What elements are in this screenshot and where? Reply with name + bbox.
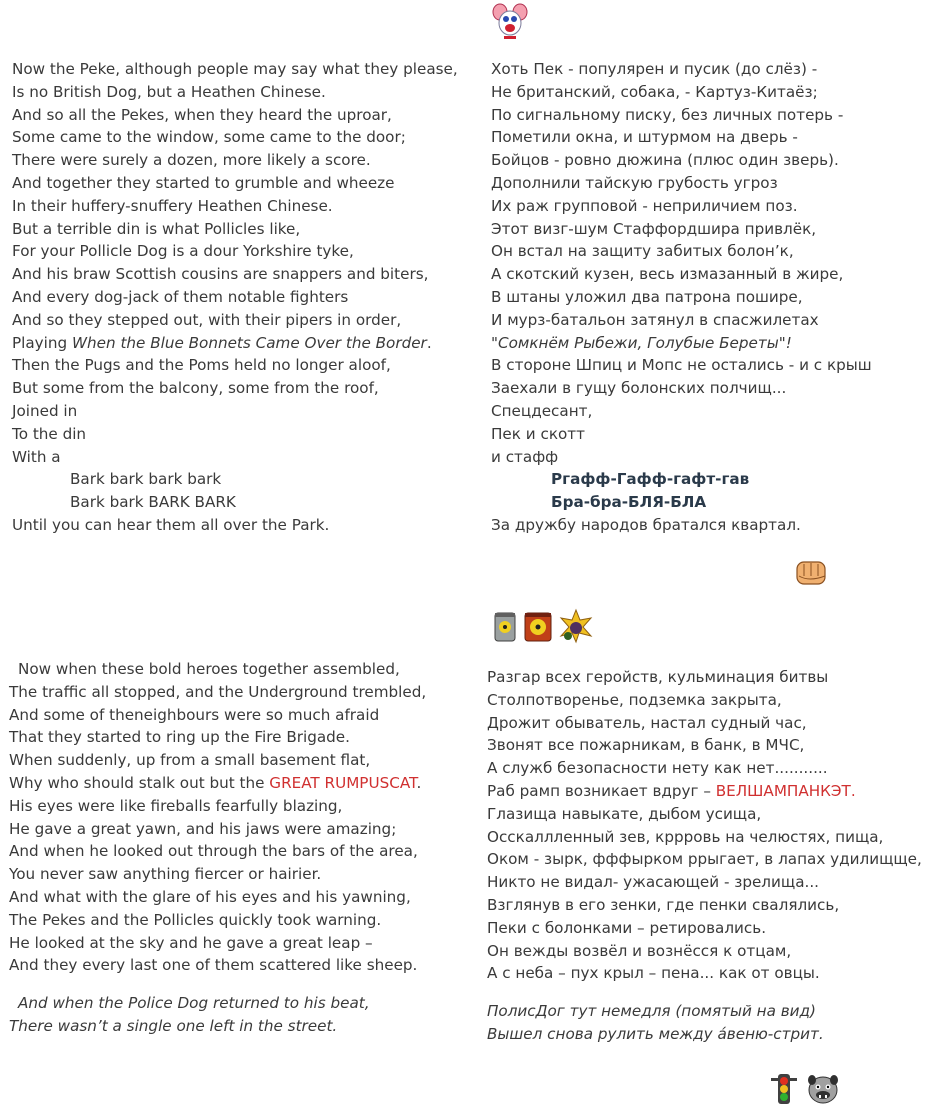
poem-line: In their huffery-snuffery Heathen Chinese. — [12, 196, 333, 215]
poem-line: А служб безопасности нету как нет........... — [487, 759, 828, 778]
poem-line: He gave a great yawn, and his jaws were amazing; — [9, 819, 397, 838]
poem-line: В штаны уложил два патрона пошире, — [491, 287, 803, 306]
first-line: Now when these bold heroes together assembled, — [18, 660, 400, 678]
poem-line: To the din — [12, 424, 87, 443]
poem-line: And every dog-jack of them notable fighters — [12, 287, 349, 306]
poem-line: Осскаллленный зев, кррровь на челюстях, пища, — [487, 827, 884, 846]
poem-line: Бойцов - ровно дюжина (плюс один зверь). — [491, 151, 839, 170]
poem-line: And his braw Scottish cousins are snappers and biters, — [12, 265, 429, 284]
poem-line: And what with the glare of his eyes and his yawning, — [9, 887, 411, 906]
poem-line: And so they stepped out, with their pipers in order, — [12, 310, 402, 329]
poem-line: And they every last one of them scattered like sheep. — [9, 956, 418, 975]
poem-line: и стафф — [491, 447, 559, 466]
poem-line: Столпотворенье, подземка закрыта, — [487, 690, 782, 709]
poem-line: And some of theneighbours were so much afraid — [9, 705, 380, 724]
poem-line: But a terrible din is what Pollicles like, — [12, 219, 301, 238]
poem-line: Заехали в гущу болонских полчищ... — [491, 379, 787, 398]
poem-line: Хоть Пек - популярен и пусик (до слёз) - — [491, 60, 818, 78]
bark-line-ru-2: Бра-бра-БЛЯ-БЛА — [551, 493, 707, 512]
velshampanket: ВЕЛШАМПАНКЭТ. — [715, 781, 856, 800]
poem-line: You never saw anything fiercer or hairier. — [9, 865, 322, 884]
cartoon-mouse-face-icon — [492, 2, 528, 40]
poem-line: Этот визг-шум Стаффордшира привлёк, — [491, 219, 817, 238]
poem-russian-bottom — [487, 666, 922, 1046]
bark-line-ru-1: Ргафф-Гафф-гафт-гав — [551, 470, 750, 489]
poem-line: That they started to ring up the Fire Brigade. — [9, 728, 350, 747]
poem-line: Is no British Dog, but a Heathen Chinese. — [12, 82, 326, 101]
last-line-ru: За дружбу народов братался квартал. — [491, 515, 801, 534]
poem-english-bottom — [9, 658, 426, 1038]
italic-line-ru-1: ПолисДог тут немедля (помятый на вид) — [487, 1002, 816, 1021]
poem-line: По сигнальному писку, без личных потерь - — [491, 105, 844, 124]
traffic-light-icon — [769, 1072, 799, 1108]
poem-line: А с неба – пух крыл – пена... как от овцы. — [487, 964, 820, 983]
bark-line-2: Bark bark BARK BARK — [70, 493, 236, 512]
poem-line: He looked at the sky and he gave a great leap – — [9, 933, 373, 952]
italic-line: "Сомкнём Рыбежи, Голубые Береты"! — [491, 333, 792, 352]
bulldog-icon — [806, 1072, 840, 1106]
poem-line: Взглянув в его зенки, где пенки свалялись, — [487, 895, 840, 914]
poem-line: When suddenly, up from a small basement flat, — [9, 751, 371, 770]
poem-russian-top — [491, 58, 872, 537]
poem-line: Глазища навыкате, дыбом усища, — [487, 804, 762, 823]
poem-line: Joined in — [12, 401, 78, 420]
poem-line: For your Pollicle Dog is a dour Yorkshire tyke, — [12, 242, 354, 261]
poem-line: Он вежды возвёл и вознёсся к отцам, — [487, 941, 792, 960]
poem-line: The traffic all stopped, and the Underground trembled, — [9, 682, 427, 701]
poem-line: Оком - зырк, фффыркoм ррыгает, в лапах удилищще, — [487, 850, 922, 869]
fist-icon — [795, 556, 829, 588]
italic-line-2: There wasn’t a single one left in the street. — [9, 1016, 338, 1035]
poem-english-top — [12, 58, 458, 537]
poem-line: Разгар всех геройств, кульминация битвы — [487, 668, 829, 686]
poem-line: А скотский кузен, весь измазанный в жире, — [491, 265, 844, 284]
poem-line: And when he looked out through the bars of the area, — [9, 842, 418, 861]
rumpuscat-line: Why who should stalk out but the GREAT RUMPUSCAT. — [9, 773, 422, 792]
poem-line: Пометили окна, и штурмом на дверь - — [491, 128, 798, 147]
poem-line: Спецдесант, — [491, 401, 593, 420]
poem-line: With a — [12, 447, 61, 466]
poem-line: Пеки с болонками – ретировались. — [487, 918, 767, 937]
poem-line: И мурз-батальон затянул в спасжилетах — [491, 310, 819, 329]
poem-line: Дополнили тайскую грубость угроз — [491, 173, 778, 192]
poem-line: Звонят все пожарникам, в банк, в МЧС, — [487, 736, 805, 755]
poem-line: Пек и скотт — [491, 424, 585, 443]
great-rumpuscat: GREAT RUMPUSCAT — [269, 773, 417, 792]
poem-line: There were surely a dozen, more likely a score. — [12, 151, 371, 170]
italic-line-1: And when the Police Dog returned to his beat, — [18, 994, 370, 1013]
poem-line: Их раж групповой - неприличием поз. — [491, 196, 798, 215]
radioactive-barrel-icon — [492, 610, 518, 644]
poem-line: В стороне Шпиц и Мопс не остались - и с крыш — [491, 356, 872, 375]
playing-line: Playing When the Blue Bonnets Came Over the Border. — [12, 333, 432, 352]
poem-line: Now the Peke, although people may say what they please, — [12, 60, 458, 78]
poem-line: His eyes were like fireballs fearfully blazing, — [9, 796, 343, 815]
poem-line: Никто не видал- ужасающей - зрелища... — [487, 873, 819, 892]
poem-line: Не британский, собака, - Картуз-Китаёз; — [491, 82, 818, 101]
poem-line: And so all the Pekes, when they heard the uproar, — [12, 105, 392, 124]
poem-line: And together they started to grumble and wheeze — [12, 173, 395, 192]
radioactive-barrel-red-icon — [522, 610, 554, 644]
poem-line: The Pekes and the Pollicles quickly took warning. — [9, 910, 382, 929]
bark-line-1: Bark bark bark bark — [70, 470, 222, 489]
poem-line: But some from the balcony, some from the roof, — [12, 379, 379, 398]
rumpuscat-line-ru: Раб рамп возникает вдруг – ВЕЛШАМПАНКЭТ. — [487, 781, 856, 800]
poem-line: Some came to the window, some came to the door; — [12, 128, 406, 147]
explosion-icon — [558, 608, 594, 644]
poem-line: Дрожит обыватель, настал судный час, — [487, 713, 807, 732]
italic-line-ru-2: Вышел снова рулить между áвеню-стрит. — [487, 1024, 824, 1043]
poem-line: Он встал на защиту забитых болон’к, — [491, 242, 794, 261]
poem-line: Then the Pugs and the Poms held no longer aloof, — [12, 356, 391, 375]
last-line: Until you can hear them all over the Park. — [12, 515, 330, 534]
